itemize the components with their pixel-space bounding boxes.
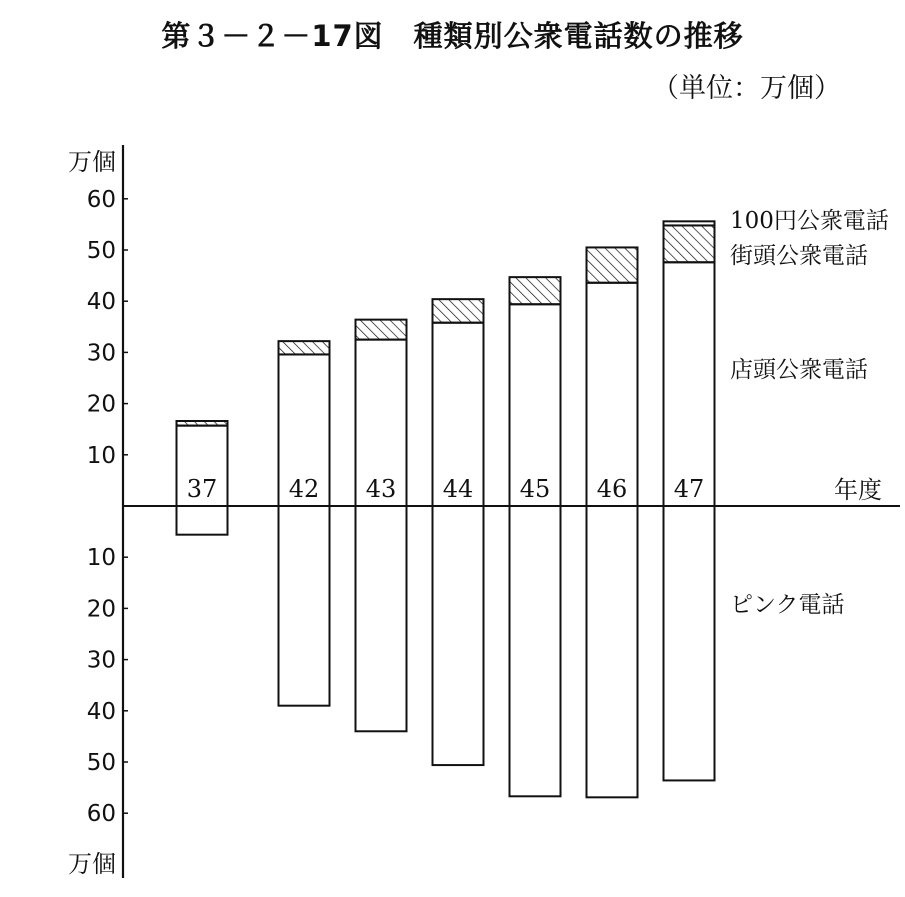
unit-label: （単位：万個） (652, 73, 841, 104)
series-label-street: 街頭公衆電話 (730, 243, 868, 269)
bar-segment-pink (279, 506, 330, 706)
x-tick-label: 47 (673, 475, 705, 503)
bar-segment-street (510, 277, 561, 304)
x-axis-label: 年度 (834, 476, 882, 504)
bar-segment-hundred-yen (664, 221, 715, 225)
y-tick-label-upper: 60 (86, 186, 116, 213)
series-label-hundred-yen: 100円公衆電話 (730, 208, 889, 234)
bar-segment-pink (356, 506, 407, 731)
x-tick-label: 37 (186, 475, 218, 503)
x-tick-label: 45 (519, 475, 551, 503)
y-tick-label-lower: 50 (86, 750, 116, 776)
bar-segment-pink (587, 506, 638, 797)
y-tick-label-upper: 10 (86, 442, 116, 469)
bar-segment-street (177, 421, 228, 426)
bar-segment-pink (433, 506, 484, 765)
y-tick-label-lower: 30 (86, 647, 116, 674)
bar-segment-street (587, 247, 638, 282)
bar-segment-street (433, 299, 484, 323)
bar-segment-street (279, 341, 330, 354)
series-label-pink: ピンク電話 (730, 592, 845, 618)
y-tick-label-upper: 50 (86, 238, 116, 264)
bar-segment-street (356, 320, 407, 340)
y-axis-label-lower: 万個 (68, 850, 116, 878)
bar-segment-street (664, 225, 715, 262)
bar-segment-store (587, 283, 638, 506)
y-tick-label-lower: 40 (86, 698, 116, 725)
y-tick-label-lower: 10 (86, 545, 116, 572)
bar-segment-store (664, 262, 715, 506)
y-tick-label-lower: 60 (86, 801, 116, 828)
x-tick-label: 46 (596, 475, 628, 503)
y-tick-label-upper: 30 (86, 340, 116, 367)
bar-segment-pink (664, 506, 715, 780)
chart-title: 第３－２－17図 種類別公衆電話数の推移 (161, 19, 744, 53)
y-axis-label-upper: 万個 (68, 148, 116, 176)
y-tick-label-lower: 20 (86, 596, 116, 623)
bar-segment-pink (177, 506, 228, 535)
x-tick-label: 43 (365, 475, 397, 503)
y-tick-label-upper: 20 (86, 391, 116, 418)
x-tick-label: 42 (288, 475, 320, 503)
y-tick-label-upper: 40 (86, 289, 116, 316)
series-label-store: 店頭公衆電話 (730, 357, 868, 383)
bar-segment-pink (510, 506, 561, 796)
x-tick-label: 44 (442, 475, 474, 503)
